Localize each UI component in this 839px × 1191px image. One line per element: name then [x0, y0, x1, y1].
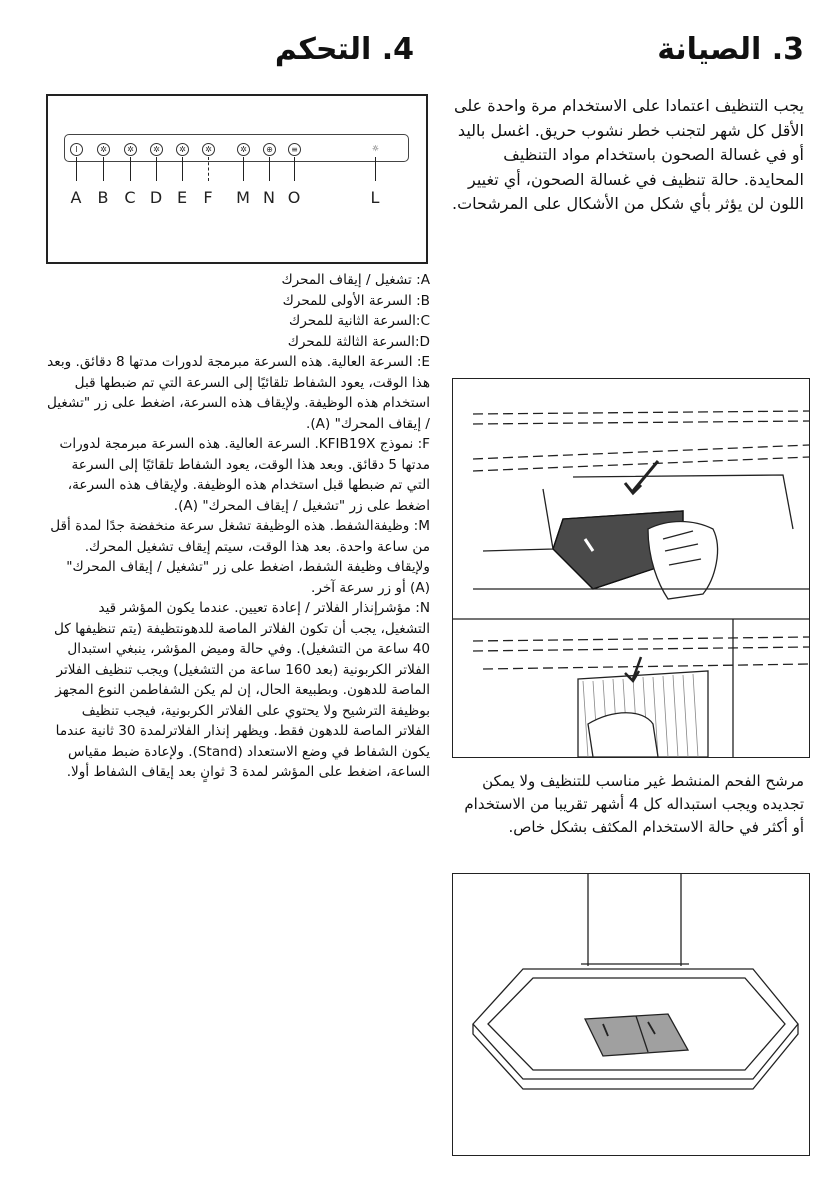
- control-item-m: M: وظيفةالشفط. هذه الوظيفة تشغل سرعة منخفضة جدًا لمدة أقل من ساعة واحدة. بعد هذا الوقت، سيتم إيقاف تشغيل المحرك. ولإيقاف وظيفة الشفط، اضغط على زر "تشغيل / إيقاف المحرك" (A) أو زر سرعة آخر.: [50, 518, 430, 596]
- maintenance-intro: يجب التنظيف اعتمادا على الاستخدام مرة واحدة على الأقل كل شهر لتجنب خطر نشوب حريق. اغسل باليد أو في غسالة الصحون باستخدام مواد التنظيف المحايدة. حالة تنظيف في غسالة الصحون، أي تغيير اللون لن يؤثر بأي شكل من الأشكال على المرشحات.: [452, 96, 804, 213]
- control-descriptions: [46, 270, 430, 783]
- power-icon: I: [70, 143, 83, 156]
- control-item-n: N: مؤشرإنذار الفلاتر / إعادة تعيين. عندما يكون المؤشر قيد التشغيل، يجب أن تكون الفلاتر الماصة للدهونتظيفة (يتم تنظيفها كل 40 ساعة من التشغيل). وفي حالة وميض المؤشر، ينبغي استبدال الفلاتر الكربونية (بعد 160 ساعة من التشغيل) ويجب تنظيف الفلاتر الماصة للدهون. وبطبيعة الحال، إن لم يكن الشفاطمن النوع المجهز بوظيفة الترشيح ولا يحتوي على الفلاتر الكربونية، فيجب تنظيف الفلاتر الماصة للدهون فقط. ويظهر إنذار الفلاترلمدة 30 ثانية عندما يكون الشفاط في وضع الاستعداد (Stand). ولإعادة ضبط مقياس الساعة، اضغط على المؤشر لمدة 3 ثوانٍ بعد إيقاف الشفاط أولا.: [54, 600, 430, 780]
- panel-label-n: N: [263, 188, 275, 207]
- carbon-filter-note: مرشح الفحم المنشط غير مناسب للتنظيف ولا يمكن تجديده ويجب استبداله كل 4 أشهر تقريبا من الاستخدام أو أكثر في حالة الاستخدام المكثف بشكل خاص.: [464, 772, 804, 836]
- panel-label-m: M: [236, 188, 250, 207]
- control-item-b: B: السرعة الأولى للمحرك: [282, 292, 430, 309]
- control-item-f: F: نموذج KFIB19X. السرعة العالية. هذه السرعة مبرمجة لدورات مدتها 5 دقائق. وبعد هذا الوقت، يعود الشفاط تلقائيًا إلى السرعة التي تم ضبطها قبل استخدام هذه الوظيفة. ولإيقاف هذه السرعة، اضغط على زر "تشغيل / إيقاف المحرك" (A).: [59, 436, 430, 514]
- panel-label-e: E: [176, 188, 188, 207]
- fan-speed-2-icon: ✲: [124, 143, 137, 156]
- fan-speed-1-icon: ✲: [97, 143, 110, 156]
- filter-alarm-icon: ⊕: [263, 143, 276, 156]
- control-item-d: D:السرعة الثالثة للمحرك: [287, 333, 430, 350]
- control-item-c: C:السرعة الثانية للمحرك: [289, 313, 430, 329]
- panel-label-o: O: [287, 188, 301, 207]
- filter-removal-illustration: [452, 378, 810, 758]
- maintenance-heading: 3. الصيانة: [657, 32, 804, 67]
- control-item-a: A: تشغيل / إيقاف المحرك: [281, 272, 430, 288]
- clock-icon: ≡: [288, 143, 301, 156]
- control-panel-diagram: [46, 94, 428, 264]
- panel-label-b: B: [97, 188, 109, 207]
- fan-intensive-icon: ✲: [176, 143, 189, 156]
- light-icon: ☼: [371, 144, 380, 153]
- panel-label-a: A: [70, 188, 82, 207]
- panel-label-l: L: [370, 188, 380, 207]
- control-heading: 4. التحكم: [274, 32, 414, 67]
- hood-bottom-illustration: [452, 873, 810, 1156]
- fan-delay-icon: ✲: [237, 143, 250, 156]
- panel-label-f: F: [203, 188, 213, 207]
- control-item-e: E: السرعة العالية. هذه السرعة مبرمجة لدورات مدتها 8 دقائق. وبعد هذا الوقت، يعود الشفاط تلقائيًا إلى السرعة التي تم ضبطها قبل استخدام هذه الوظيفة. ولإيقاف هذه السرعة، اضغط على زر "تشغيل / إيقاف المحرك" (A).: [47, 354, 430, 432]
- fan-speed-3-icon: ✲: [150, 143, 163, 156]
- panel-label-c: C: [124, 188, 136, 207]
- fan-intensive-alt-icon: ✲: [202, 143, 215, 156]
- panel-label-d: D: [149, 188, 163, 207]
